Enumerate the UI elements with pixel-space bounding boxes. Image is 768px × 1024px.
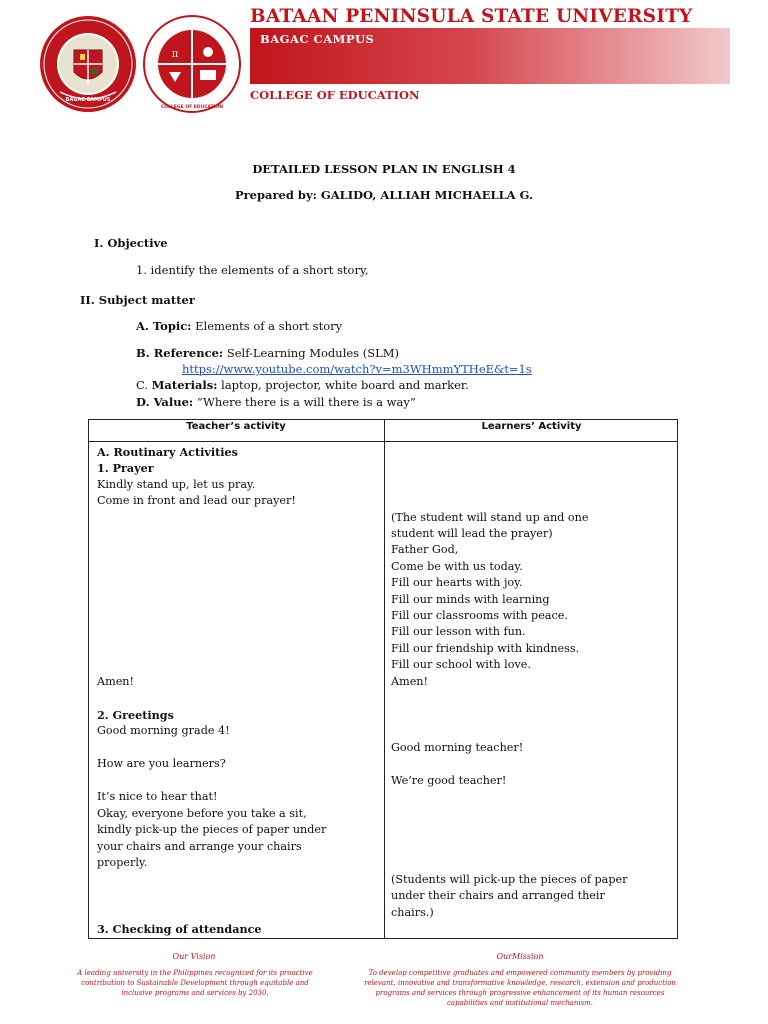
university-name: BATAAN PENINSULA STATE UNIVERSITY [250, 6, 693, 27]
learner-line: Good morning teacher! [391, 741, 524, 754]
svg-text:π: π [171, 49, 179, 60]
learner-line: under their chairs and arranged their [391, 889, 605, 902]
subject-heading: II. Subject matter [80, 293, 195, 307]
teacher-line: properly. [97, 856, 148, 869]
teacher-line: kindly pick-up the pieces of paper under [97, 823, 327, 836]
objective-heading: I. Objective [94, 236, 168, 250]
university-seal-logo [38, 14, 138, 114]
teacher-line: Good morning grade 4! [97, 724, 230, 737]
learner-line: Fill our minds with learning [391, 593, 550, 606]
teacher-line: Okay, everyone before you take a sit, [97, 807, 307, 820]
teacher-line: How are you learners? [97, 757, 226, 770]
prayer-heading: 1. Prayer [97, 461, 154, 475]
learner-line: student will lead the prayer) [391, 527, 553, 540]
teacher-line: Come in front and lead our prayer! [97, 494, 296, 507]
objective-item: 1. identify the elements of a short story, [136, 263, 369, 277]
teacher-line: Kindly stand up, let us pray. [97, 478, 256, 491]
vision-text: A leading university in the Philippines recognized for its proactive contribution to Sustainable Development through equitable and inclusive programs and services by 2030. [77, 969, 313, 997]
learner-line: (The student will stand up and one [391, 511, 589, 524]
table-header-divider [88, 441, 678, 442]
learner-line: Come be with us today. [391, 560, 523, 573]
learner-line: Fill our hearts with joy. [391, 576, 523, 589]
seal-campus-text: BAGAC CAMPUS [65, 97, 111, 103]
topic-line: A. Topic: Elements of a short story [136, 319, 343, 333]
learner-line: chairs.) [391, 906, 434, 919]
svg-text:COLLEGE OF EDUCATION: COLLEGE OF EDUCATION [161, 105, 223, 110]
college-name: COLLEGE OF EDUCATION [250, 88, 420, 102]
attendance-heading: 3. Checking of attendance [97, 922, 262, 936]
reference-link[interactable]: https://www.youtube.com/watch?v=m3WHmmYTHeE&t=1s [182, 362, 532, 376]
table-column-divider [384, 419, 385, 939]
learners-activity-header: Learners’ Activity [481, 421, 582, 432]
learner-line: We’re good teacher! [391, 774, 507, 787]
vision-heading: Our Vision [172, 952, 216, 961]
learner-line: Fill our school with love. [391, 658, 531, 671]
learner-line: Fill our classrooms with peace. [391, 609, 568, 622]
learner-line: (Students will pick-up the pieces of paper [391, 873, 628, 886]
teacher-line: Amen! [97, 675, 135, 688]
campus-name: BAGAC CAMPUS [260, 32, 375, 46]
learner-line: Fill our lesson with fun. [391, 625, 526, 638]
routinary-heading: A. Routinary Activities [97, 445, 238, 459]
mission-heading: OurMission [496, 952, 544, 961]
learner-line: Amen! [391, 675, 429, 688]
value-line: D. Value: “Where there is a will there is a way” [136, 395, 416, 409]
learner-line: Father God, [391, 543, 459, 556]
reference-line: B. Reference: Self-Learning Modules (SLM) [136, 346, 399, 360]
teacher-line: your chairs and arrange your chairs [97, 840, 302, 853]
college-seal-logo [142, 14, 242, 114]
mission-text: To develop competitive graduates and empowered community members by providing relevant, innovative and transformative knowledge, research, extension and production programs and services through progressive enhancement of its human resources capabilities and institutional mechanism. [364, 969, 676, 1007]
teacher-activity-header: Teacher’s activity [186, 421, 286, 432]
learner-line: Fill our friendship with kindness. [391, 642, 580, 655]
greetings-heading: 2. Greetings [97, 708, 174, 722]
document-title: DETAILED LESSON PLAN IN ENGLISH 4 [252, 162, 516, 176]
teacher-line: It’s nice to hear that! [97, 790, 218, 803]
materials-line: C. Materials: laptop, projector, white board and marker. [136, 378, 469, 392]
prepared-by: Prepared by: GALIDO, ALLIAH MICHAELLA G. [234, 188, 534, 202]
